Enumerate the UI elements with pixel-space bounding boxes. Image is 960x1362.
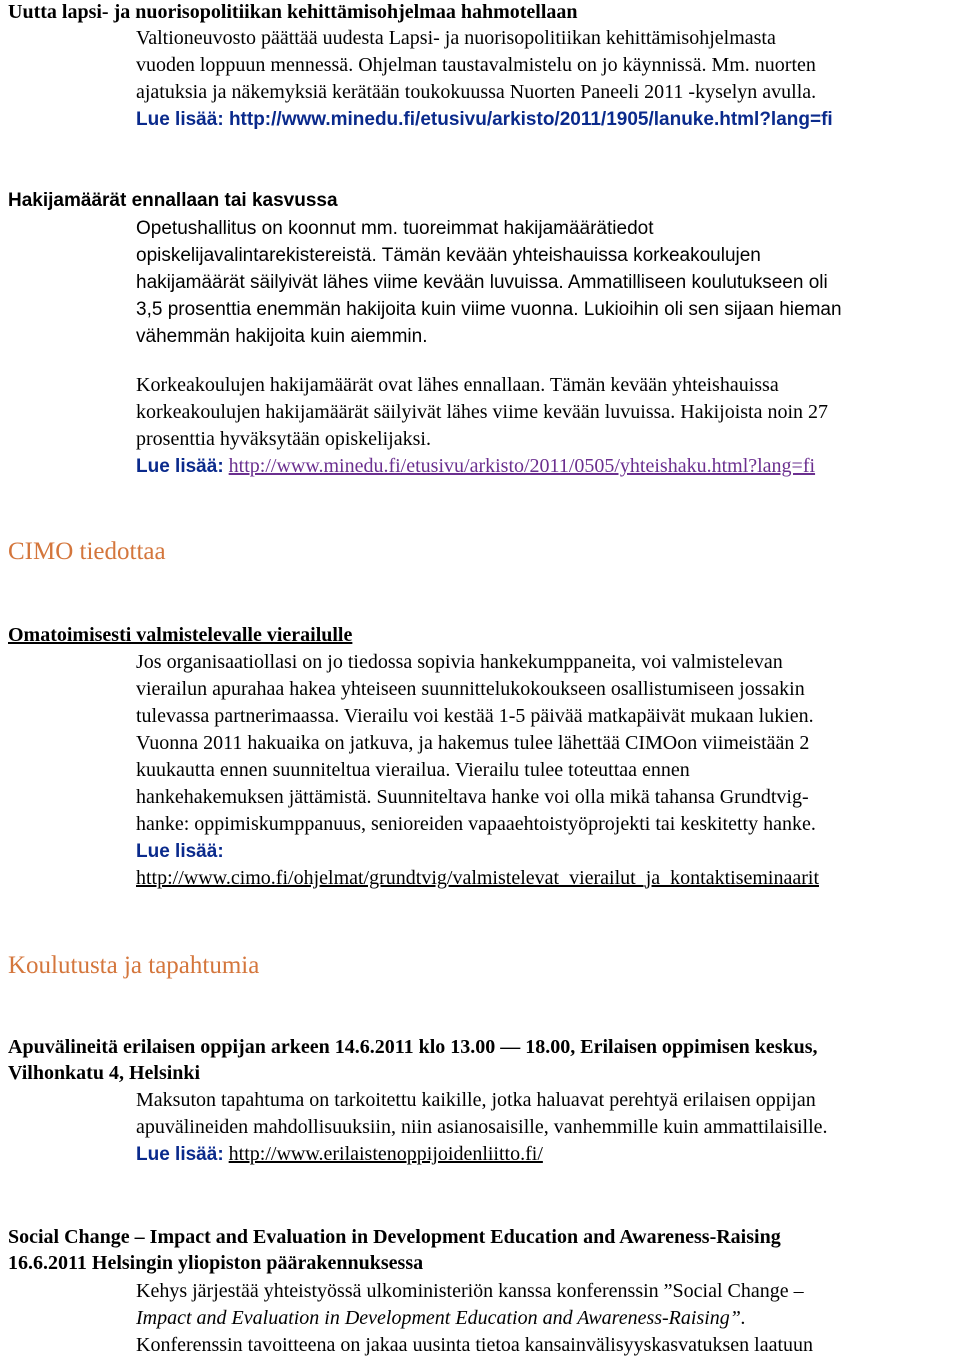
- body-line: Kehys järjestää yhteistyössä ulkoministeriön kanssa konferenssin ”Social Change –: [136, 1280, 804, 1302]
- link-lanuke[interactable]: http://www.minedu.fi/etusivu/arkisto/2011/1905/lanuke.html?lang=fi: [228, 109, 833, 130]
- section-heading-events: Koulutusta ja tapahtumia: [8, 952, 260, 979]
- article-title-lanuke: Uutta lapsi- ja nuorisopolitiikan kehittämisohjelmaa hahmotellaan: [8, 1, 578, 23]
- section-heading-cimo: CIMO tiedottaa: [8, 538, 166, 565]
- body-line: Valtioneuvosto päättää uudesta Lapsi- ja nuorisopolitiikan kehittämisohjelmasta: [136, 27, 776, 49]
- event-title-social-change: [8, 1224, 781, 1276]
- body-line: hanke: oppimiskumppanuus, senioreiden vapaaehtoistyöprojekti tai keskitetty hanke.: [136, 813, 816, 835]
- article-body-lanuke: [136, 25, 958, 133]
- link-cimo[interactable]: http://www.cimo.fi/ohjelmat/grundtvig/valmistelevat_vierailut_ja_kontaktiseminaarit: [136, 867, 819, 889]
- article-body-hakijamaarat-1: [136, 215, 958, 350]
- body-line: hakijamäärät säilyivät lähes viime kevään luvuissa. Ammatilliseen koulutukseen oli: [136, 272, 828, 293]
- read-more-label: Lue lisää:: [136, 109, 224, 130]
- body-line: Maksuton tapahtuma on tarkoitettu kaikille, jotka haluavat perehtyä erilaisen oppijan: [136, 1089, 816, 1111]
- article-title-hakijamaarat: Hakijamäärät ennallaan tai kasvussa: [8, 190, 338, 211]
- link-erilaistenoppijoidenliitto[interactable]: http://www.erilaistenoppijoidenliitto.fi/: [228, 1143, 543, 1165]
- article-body-hakijamaarat-2: [136, 372, 958, 480]
- body-line: ajatuksia ja näkemyksiä kerätään toukokuussa Nuorten Paneeli 2011 -kyselyn avulla.: [136, 81, 817, 103]
- body-line: Impact and Evaluation in Development Education and Awareness-Raising”.: [136, 1307, 746, 1329]
- body-line: Vuonna 2011 hakuaika on jatkuva, ja hakemus tulee lähettää CIMOon viimeistään 2: [136, 732, 810, 754]
- title-line: Vilhonkatu 4, Helsinki: [8, 1062, 201, 1084]
- event-body-social-change: [136, 1278, 958, 1359]
- body-line: korkeakoulujen hakijamäärät säilyivät lähes viime kevään luvuissa. Hakijoista noin 27: [136, 401, 829, 423]
- link-yhteishaku[interactable]: http://www.minedu.fi/etusivu/arkisto/2011/0505/yhteishaku.html?lang=fi: [228, 455, 816, 477]
- title-line: Apuvälineitä erilaisen oppijan arkeen 14.6.2011 klo 13.00 — 18.00, Erilaisen oppimisen keskus,: [8, 1036, 818, 1058]
- article-title-vierailu: Omatoimisesti valmistelevalle vierailulle: [8, 624, 353, 646]
- read-more-label: Lue lisää:: [136, 841, 224, 862]
- body-line: Korkeakoulujen hakijamäärät ovat lähes ennallaan. Tämän kevään yhteishauissa: [136, 374, 779, 396]
- body-line: opiskelijavalintarekistereistä. Tämän kevään yhteishauissa korkeakoulujen: [136, 245, 761, 266]
- body-line: vähemmän hakijoita kuin aiemmin.: [136, 326, 428, 347]
- body-line: prosenttia hyväksytään opiskelijaksi.: [136, 428, 431, 450]
- body-line: Jos organisaatiollasi on jo tiedossa sopivia hankekumppaneita, voi valmistelevan: [136, 651, 783, 673]
- body-line: kuukautta ennen suunniteltua vierailua. Vierailu tulee toteuttaa ennen: [136, 759, 690, 781]
- article-body-vierailu: [136, 649, 958, 892]
- event-title-apuvalineita: [8, 1034, 818, 1086]
- read-more-label: Lue lisää:: [136, 456, 224, 477]
- read-more-label: Lue lisää:: [136, 1144, 224, 1165]
- body-line: hankehakemuksen jättämistä. Suunniteltava hanke voi olla mikä tahansa Grundtvig-: [136, 786, 809, 808]
- event-body-apuvalineita: [136, 1087, 958, 1168]
- body-line: 3,5 prosenttia enemmän hakijoita kuin viime vuonna. Lukioihin oli sen sijaan hieman: [136, 299, 842, 320]
- title-line: 16.6.2011 Helsingin yliopiston päärakennuksessa: [8, 1252, 424, 1274]
- title-line: Social Change – Impact and Evaluation in Development Education and Awareness-Raising: [8, 1226, 781, 1248]
- body-line: Konferenssin tavoitteena on jakaa uusinta tietoa kansainvälisyyskasvatuksen laatuun: [136, 1334, 814, 1356]
- body-line: tulevassa partnerimaassa. Vierailu voi kestää 1-5 päivää matkapäivät mukaan lukien.: [136, 705, 814, 727]
- body-line: vierailun apurahaa hakea yhteiseen suunnittelukokoukseen osallistumiseen jossakin: [136, 678, 805, 700]
- body-line: Opetushallitus on koonnut mm. tuoreimmat hakijamäärätiedot: [136, 218, 654, 239]
- body-line: apuvälineiden mahdollisuuksiin, niin asianosaisille, vanhemmille kuin ammattilaisille.: [136, 1116, 828, 1138]
- body-line: vuoden loppuun mennessä. Ohjelman taustavalmistelu on jo käynnissä. Mm. nuorten: [136, 54, 816, 76]
